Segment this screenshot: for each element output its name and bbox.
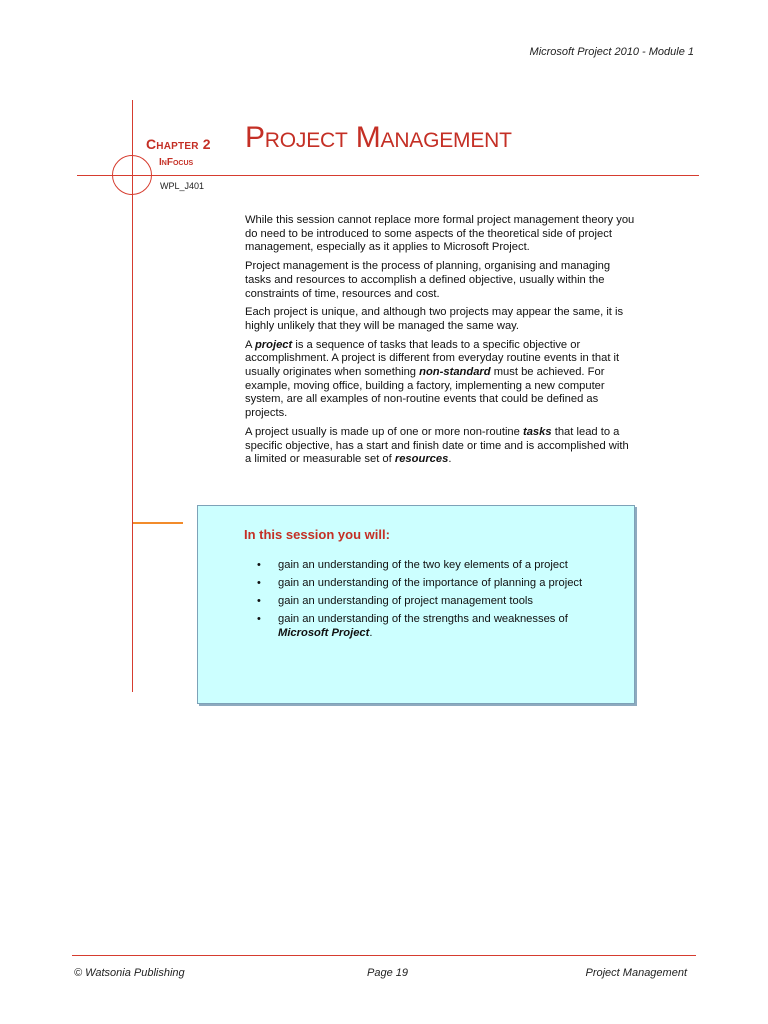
paragraph-5-text-c: that lead to a specific objective, has a start and finish date or time and is accomplished with a limited or measurable set of bbox=[245, 425, 629, 466]
list-item-text: gain an understanding of project management tools bbox=[278, 595, 533, 607]
session-objectives-heading: In this session you will: bbox=[244, 527, 390, 542]
chapter-circle-icon bbox=[112, 155, 152, 195]
footer-page-number: Page 19 bbox=[367, 967, 408, 979]
session-objectives-box bbox=[197, 505, 635, 704]
list-item bbox=[257, 558, 592, 572]
list-item-text-c: . bbox=[369, 627, 373, 639]
paragraph-4-text-c: is a sequence of tasks that leads to a specific objective or accomplishment. A project is different from everyday routine events in that it usually originates when something bbox=[245, 338, 620, 379]
list-item-text: gain an understanding of the importance of planning a project bbox=[278, 577, 583, 589]
footer-rule bbox=[72, 955, 696, 956]
project-term: project bbox=[254, 338, 293, 351]
paragraph-1: While this session cannot replace more formal project management theory you do need to be introduced to some aspects of the theoretical side of project management, especially as it applies to Microsoft Project. bbox=[245, 214, 635, 254]
section-marker bbox=[133, 522, 183, 524]
list-item bbox=[257, 594, 592, 608]
non-standard-term: non-standard bbox=[419, 366, 491, 379]
footer-section-title: Project Management bbox=[585, 967, 687, 979]
paragraph-3: Each project is unique, and although two projects may appear the same, it is highly unlikely that they will be managed the same way. bbox=[245, 306, 624, 332]
header-module-title: Microsoft Project 2010 - Module 1 bbox=[529, 46, 694, 58]
chapter-label: Chapter 2 bbox=[146, 136, 211, 152]
microsoft-project-term: Microsoft Project bbox=[278, 627, 370, 639]
resources-term: resources bbox=[394, 453, 449, 466]
chapter-code: WPL_J401 bbox=[160, 181, 205, 191]
paragraph-5 bbox=[245, 426, 637, 467]
intro-text bbox=[245, 214, 637, 472]
infocus-label: InFocus bbox=[159, 157, 194, 168]
tasks-term: tasks bbox=[522, 425, 552, 438]
paragraph-4-text-a: A bbox=[245, 338, 255, 351]
list-item bbox=[257, 576, 592, 590]
paragraph-4 bbox=[245, 339, 637, 421]
paragraph-5-text-e: . bbox=[448, 453, 452, 466]
horizontal-rule bbox=[77, 175, 699, 176]
page-title: Project Management bbox=[245, 121, 512, 154]
paragraph-4-text-e: must be achieved. For example, moving office, building a factory, implementing a new computer system, are all examples of non-routine events that could be defined as projects. bbox=[245, 366, 605, 420]
bullet-icon: • bbox=[257, 613, 261, 625]
session-objectives-list bbox=[257, 558, 592, 644]
list-item bbox=[257, 612, 592, 640]
paragraph-2: Project management is the process of planning, organising and managing tasks and resources to accomplish a defined objective, usually within the constraints of time, resources and cost. bbox=[245, 260, 611, 300]
list-item-text: gain an understanding of the two key elements of a project bbox=[278, 559, 568, 571]
bullet-icon: • bbox=[257, 559, 261, 571]
list-item-text-a: gain an understanding of the strengths and weaknesses of bbox=[278, 613, 568, 625]
paragraph-5-text-a: A project usually is made up of one or more non-routine bbox=[245, 425, 523, 438]
footer-publisher: © Watsonia Publishing bbox=[74, 967, 185, 979]
bullet-icon: • bbox=[257, 577, 261, 589]
bullet-icon: • bbox=[257, 595, 261, 607]
